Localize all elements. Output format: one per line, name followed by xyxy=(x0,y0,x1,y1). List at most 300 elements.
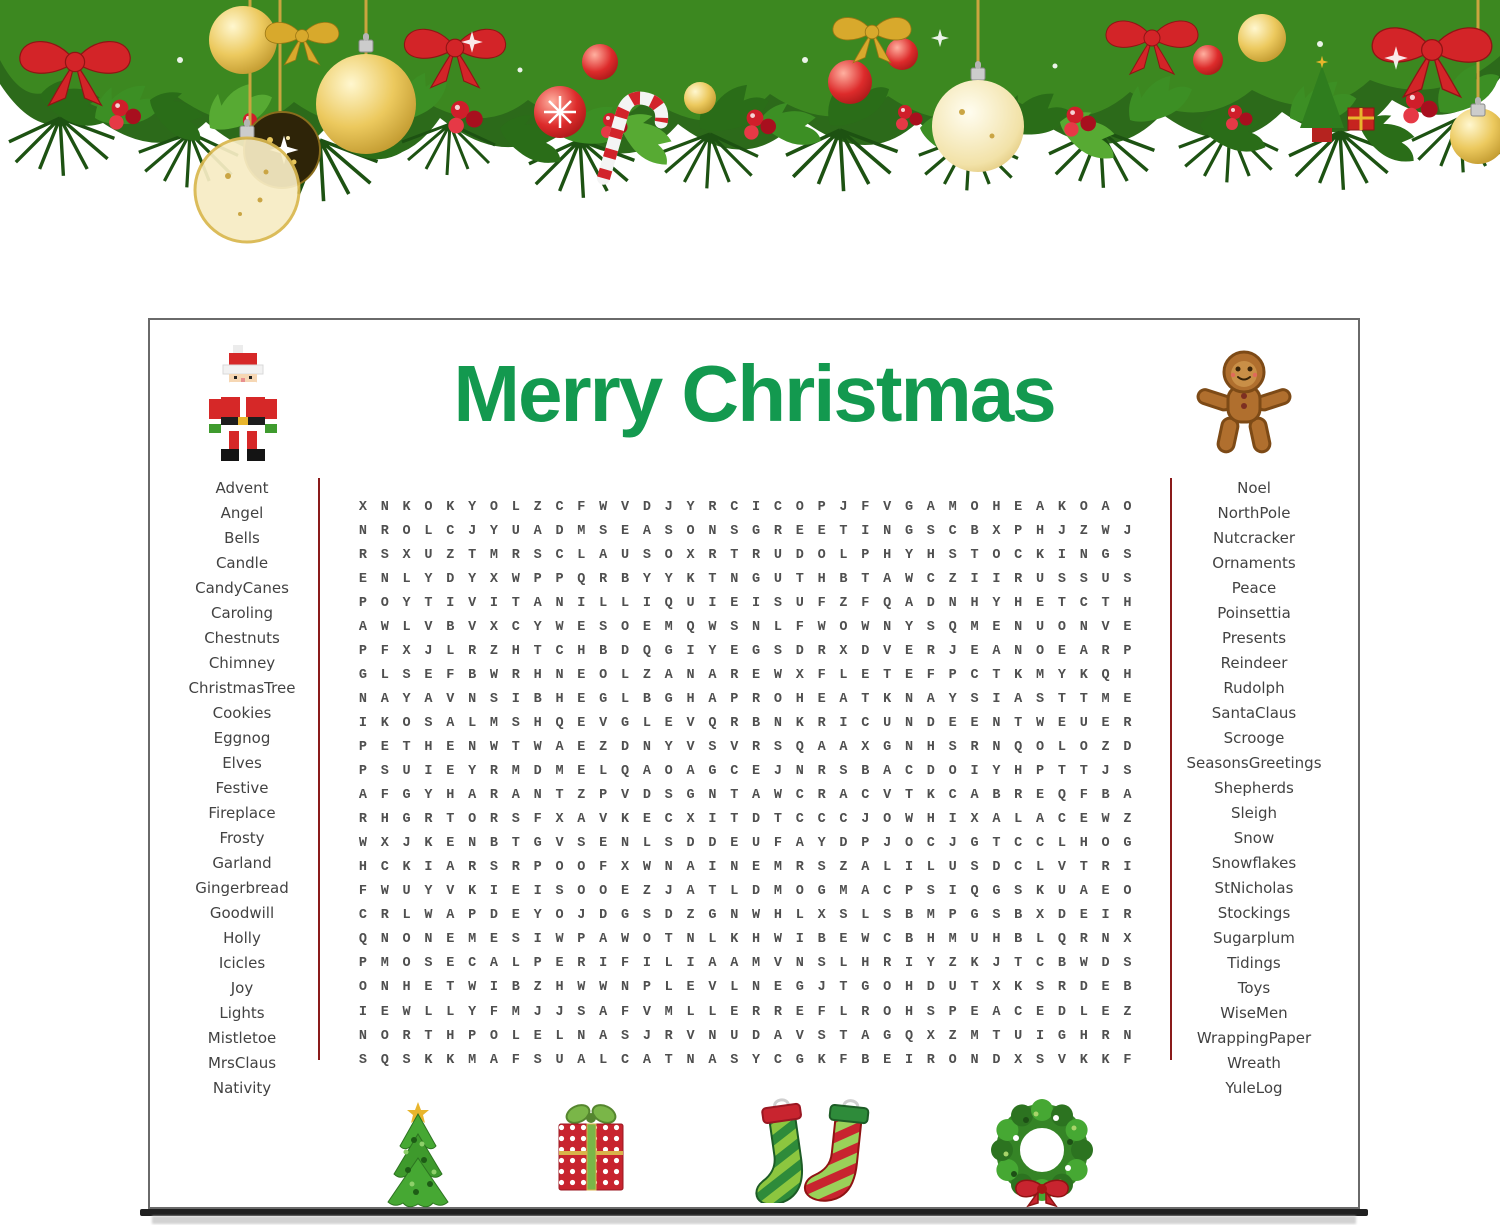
grid-letter: M xyxy=(664,619,673,635)
grid-letter: S xyxy=(620,1028,630,1044)
grid-letter: E xyxy=(446,739,455,755)
grid-letter: C xyxy=(948,523,957,539)
grid-letter: R xyxy=(752,691,761,707)
grid-letter: A xyxy=(577,812,586,828)
grid-letter: E xyxy=(446,836,455,852)
grid-letter: K xyxy=(1014,980,1023,996)
grid-letter: C xyxy=(773,499,782,515)
grid-letter: S xyxy=(533,1052,542,1068)
grid-letter: X xyxy=(817,908,826,924)
grid-letter: Q xyxy=(577,571,586,587)
grid-letter: O xyxy=(577,884,586,900)
grid-letter: Y xyxy=(926,956,935,972)
grid-letter: E xyxy=(577,764,586,780)
grid-letter: T xyxy=(839,1028,848,1044)
grid-letter: P xyxy=(1014,523,1023,539)
grid-letter: N xyxy=(380,980,389,996)
grid-letter: V xyxy=(686,715,695,731)
grid-letter: Q xyxy=(904,1028,914,1044)
grid-letter: D xyxy=(1101,956,1110,972)
grid-letter: A xyxy=(1014,691,1023,707)
grid-letter: Y xyxy=(904,619,914,635)
grid-letter: P xyxy=(948,908,957,924)
grid-letter: U xyxy=(1014,1028,1023,1044)
grid-letter: T xyxy=(468,547,477,563)
grid-letter: D xyxy=(599,908,608,924)
grid-letter: N xyxy=(424,932,433,948)
grid-letter: E xyxy=(970,715,979,731)
grid-letter: S xyxy=(642,547,651,563)
grid-letter: I xyxy=(948,884,957,900)
grid-letter: A xyxy=(992,1004,1001,1020)
grid-letter: K xyxy=(1036,547,1045,563)
grid-letter: G xyxy=(883,1028,892,1044)
grid-letter: A xyxy=(380,691,389,707)
grid-letter: R xyxy=(752,1004,761,1020)
grid-letter: S xyxy=(948,547,957,563)
grid-letter: O xyxy=(948,764,957,780)
grid-letter: Q xyxy=(380,1052,389,1068)
grid-letter: G xyxy=(620,908,630,924)
grid-letter: A xyxy=(839,739,848,755)
grid-letter: V xyxy=(620,499,630,515)
grid-letter: S xyxy=(664,523,673,539)
grid-letter: L xyxy=(446,1004,455,1020)
grid-letter: V xyxy=(883,499,892,515)
grid-letter: C xyxy=(1036,956,1045,972)
grid-letter: A xyxy=(424,691,433,707)
grid-letter: S xyxy=(730,523,739,539)
grid-letter: T xyxy=(511,836,520,852)
grid-letter: O xyxy=(489,499,499,515)
grid-letter: I xyxy=(708,595,717,611)
grid-letter: L xyxy=(926,860,935,876)
grid-letter: T xyxy=(1057,691,1066,707)
grid-letter: Z xyxy=(1079,523,1088,539)
grid-letter: D xyxy=(926,595,935,611)
grid-letter: M xyxy=(489,715,499,731)
grid-letter: W xyxy=(533,739,542,755)
grid-letter: E xyxy=(380,1004,389,1020)
grid-letter: Y xyxy=(424,884,433,900)
grid-letter: U xyxy=(686,595,695,611)
grid-letter: S xyxy=(708,739,717,755)
grid-letter: F xyxy=(380,788,389,804)
grid-letter: W xyxy=(424,908,433,924)
grid-letter: I xyxy=(533,932,542,948)
grid-letter: E xyxy=(577,739,586,755)
grid-letter: A xyxy=(708,1052,717,1068)
grid-letter: P xyxy=(358,764,367,780)
grid-letter: P xyxy=(1036,764,1045,780)
grid-letter: G xyxy=(752,523,761,539)
grid-letter: G xyxy=(992,884,1001,900)
grid-letter: T xyxy=(708,884,717,900)
grid-letter: K xyxy=(1101,1052,1110,1068)
word-list-item: Fireplace xyxy=(208,804,276,822)
grid-letter: D xyxy=(1123,739,1132,755)
grid-letter: N xyxy=(948,595,957,611)
grid-letter: R xyxy=(1014,788,1023,804)
grid-letter: Y xyxy=(424,571,433,587)
grid-letter: E xyxy=(817,691,826,707)
grid-letter: R xyxy=(664,1028,673,1044)
grid-letter: L xyxy=(620,595,630,611)
grid-letter: G xyxy=(883,739,892,755)
grid-letter: O xyxy=(1036,643,1045,659)
grid-letter: L xyxy=(577,547,586,563)
grid-letter: Y xyxy=(992,764,1001,780)
grid-letter: S xyxy=(970,691,979,707)
grid-letter: Y xyxy=(708,643,717,659)
grid-letter: E xyxy=(446,932,455,948)
grid-letter: F xyxy=(926,667,935,683)
grid-letter: I xyxy=(970,571,979,587)
grid-letter: O xyxy=(620,619,630,635)
grid-letter: N xyxy=(752,980,761,996)
stockings-icon xyxy=(738,1098,878,1203)
grid-letter: W xyxy=(773,667,782,683)
grid-letter: G xyxy=(664,691,673,707)
grid-letter: L xyxy=(380,667,389,683)
grid-letter: S xyxy=(1036,980,1045,996)
word-list-item: CandyCanes xyxy=(195,579,289,597)
grid-letter: M xyxy=(1101,691,1110,707)
grid-letter: S xyxy=(1123,956,1132,972)
grid-letter: Y xyxy=(489,523,499,539)
grid-letter: H xyxy=(1014,764,1023,780)
grid-letter: Z xyxy=(1123,812,1132,828)
grid-letter: Q xyxy=(1057,788,1066,804)
right-divider-line xyxy=(1170,478,1172,1060)
grid-letter: X xyxy=(926,1028,935,1044)
word-list-item: Sleigh xyxy=(1230,804,1278,822)
grid-letter: T xyxy=(1057,595,1066,611)
grid-letter: V xyxy=(468,595,477,611)
grid-letter: E xyxy=(1079,908,1088,924)
page-title: Merry Christmas xyxy=(453,349,1055,438)
grid-letter: S xyxy=(511,932,520,948)
word-list-item: NorthPole xyxy=(1217,504,1291,522)
grid-letter: I xyxy=(424,860,433,876)
grid-letter: I xyxy=(1123,860,1132,876)
grid-letter: E xyxy=(1101,884,1110,900)
grid-letter: C xyxy=(883,884,892,900)
grid-letter: O xyxy=(904,836,914,852)
grid-letter: B xyxy=(861,764,870,780)
word-list-item: Lights xyxy=(219,1004,265,1022)
left-word-list xyxy=(157,476,327,1101)
grid-letter: O xyxy=(1079,499,1088,515)
grid-letter: F xyxy=(861,595,870,611)
grid-letter: D xyxy=(795,547,804,563)
grid-letter: R xyxy=(970,739,979,755)
grid-letter: Q xyxy=(1057,932,1066,948)
word-list-item: Joy xyxy=(230,979,254,997)
word-list-item: Wreath xyxy=(1227,1054,1281,1072)
word-list-item: Shepherds xyxy=(1214,779,1294,797)
grid-letter: T xyxy=(970,547,979,563)
grid-letter: D xyxy=(992,1052,1001,1068)
grid-letter: B xyxy=(468,667,477,683)
grid-letter: U xyxy=(1101,571,1110,587)
grid-letter: L xyxy=(664,980,673,996)
grid-letter: E xyxy=(577,667,586,683)
grid-letter: P xyxy=(555,571,564,587)
grid-letter: T xyxy=(1079,691,1088,707)
grid-letter: A xyxy=(489,956,499,972)
grid-letter: N xyxy=(708,788,717,804)
grid-letter: H xyxy=(402,980,411,996)
grid-letter: I xyxy=(839,715,848,731)
grid-letter: L xyxy=(1057,836,1066,852)
grid-letter: Z xyxy=(533,499,542,515)
grid-letter: O xyxy=(358,980,367,996)
word-list-item: Snow xyxy=(1233,829,1275,847)
grid-letter: S xyxy=(380,547,389,563)
grid-letter: R xyxy=(577,956,586,972)
grid-letter: E xyxy=(730,836,739,852)
grid-letter: S xyxy=(992,908,1001,924)
grid-letter: D xyxy=(446,571,455,587)
grid-letter: A xyxy=(773,1028,782,1044)
grid-letter: N xyxy=(380,571,389,587)
grid-letter: R xyxy=(380,523,389,539)
grid-letter: L xyxy=(446,643,455,659)
grid-letter: N xyxy=(1014,643,1023,659)
grid-letter: X xyxy=(992,980,1001,996)
word-list-item: Scrooge xyxy=(1223,729,1285,747)
grid-letter: L xyxy=(1036,860,1045,876)
grid-letter: T xyxy=(664,932,673,948)
grid-letter: D xyxy=(752,884,761,900)
grid-letter: D xyxy=(839,836,848,852)
grid-letter: V xyxy=(446,884,455,900)
grid-letter: L xyxy=(642,836,651,852)
grid-letter: S xyxy=(664,836,673,852)
grid-letter: K xyxy=(380,715,389,731)
grid-letter: Y xyxy=(664,739,673,755)
grid-letter: T xyxy=(402,739,411,755)
grid-letter: T xyxy=(424,1028,433,1044)
grid-letter: H xyxy=(773,908,782,924)
grid-letter: H xyxy=(817,571,826,587)
grid-letter: B xyxy=(1123,980,1132,996)
grid-letter: J xyxy=(839,499,848,515)
grid-letter: A xyxy=(446,908,455,924)
grid-letter: C xyxy=(861,788,870,804)
grid-letter: I xyxy=(708,860,717,876)
grid-letter: O xyxy=(468,812,477,828)
word-list-item: Gingerbread xyxy=(195,879,289,897)
grid-letter: C xyxy=(555,643,564,659)
grid-letter: K xyxy=(926,788,935,804)
grid-letter: D xyxy=(642,788,651,804)
grid-letter: S xyxy=(1057,571,1066,587)
grid-letter: M xyxy=(664,1004,673,1020)
word-list-item: Icicles xyxy=(218,954,266,972)
grid-letter: R xyxy=(730,667,739,683)
grid-letter: S xyxy=(817,1028,826,1044)
grid-letter: R xyxy=(752,547,761,563)
grid-letter: M xyxy=(970,619,979,635)
grid-letter: L xyxy=(773,619,782,635)
grid-letter: H xyxy=(446,788,455,804)
grid-letter: I xyxy=(752,499,761,515)
gift-box-icon xyxy=(545,1100,637,1196)
grid-letter: W xyxy=(904,571,914,587)
grid-letter: X xyxy=(1123,932,1132,948)
grid-letter: U xyxy=(948,860,957,876)
grid-letter: E xyxy=(970,643,979,659)
grid-letter: M xyxy=(839,884,848,900)
grid-letter: U xyxy=(795,595,804,611)
grid-letter: S xyxy=(773,643,782,659)
word-search-card xyxy=(148,318,1360,1209)
grid-letter: A xyxy=(599,1028,608,1044)
grid-letter: A xyxy=(839,691,848,707)
grid-letter: W xyxy=(773,932,782,948)
word-list-item: Nutcracker xyxy=(1212,529,1295,547)
grid-letter: V xyxy=(642,1004,651,1020)
grid-letter: D xyxy=(1079,980,1088,996)
grid-letter: M xyxy=(948,499,957,515)
grid-letter: U xyxy=(424,547,433,563)
grid-letter: H xyxy=(1014,595,1023,611)
grid-letter: K xyxy=(620,812,630,828)
grid-letter: M xyxy=(489,547,499,563)
grid-letter: V xyxy=(883,643,892,659)
grid-letter: Z xyxy=(686,908,695,924)
grid-letter: L xyxy=(599,764,608,780)
grid-letter: N xyxy=(708,1028,717,1044)
word-list-item: SantaClaus xyxy=(1211,704,1297,722)
grid-letter: E xyxy=(1057,643,1066,659)
grid-letter: O xyxy=(664,547,673,563)
grid-letter: A xyxy=(577,1052,586,1068)
grid-letter: U xyxy=(730,1028,739,1044)
grid-letter: B xyxy=(839,571,848,587)
grid-letter: N xyxy=(1014,619,1023,635)
right-word-list xyxy=(1169,476,1339,1101)
grid-letter: Y xyxy=(424,788,433,804)
grid-letter: M xyxy=(380,956,389,972)
grid-letter: Q xyxy=(620,764,630,780)
grid-letter: D xyxy=(708,836,717,852)
grid-letter: X xyxy=(992,523,1001,539)
grid-letter: K xyxy=(446,1052,455,1068)
grid-letter: E xyxy=(446,764,455,780)
grid-letter: L xyxy=(402,619,411,635)
grid-letter: F xyxy=(817,595,826,611)
grid-letter: U xyxy=(1036,619,1045,635)
grid-letter: R xyxy=(1123,715,1132,731)
word-list-item: MrsClaus xyxy=(207,1054,277,1072)
grid-letter: P xyxy=(599,788,608,804)
grid-letter: O xyxy=(992,547,1001,563)
grid-letter: L xyxy=(730,884,739,900)
grid-letter: J xyxy=(861,812,870,828)
grid-letter: C xyxy=(468,956,477,972)
word-list-item: Eggnog xyxy=(213,729,271,747)
grid-letter: E xyxy=(1123,691,1132,707)
grid-letter: A xyxy=(861,1028,870,1044)
grid-letter: A xyxy=(1079,643,1088,659)
grid-letter: X xyxy=(402,643,411,659)
grid-letter: A xyxy=(599,547,608,563)
grid-letter: R xyxy=(1057,980,1066,996)
grid-letter: J xyxy=(1123,523,1132,539)
word-list-item: Chimney xyxy=(208,654,276,672)
grid-letter: O xyxy=(795,884,804,900)
grid-letter: S xyxy=(402,1052,411,1068)
christmas-tree-icon xyxy=(378,1100,458,1210)
grid-letter: G xyxy=(533,836,542,852)
grid-letter: R xyxy=(424,812,433,828)
grid-letter: I xyxy=(577,595,586,611)
grid-letter: P xyxy=(358,595,367,611)
grid-letter: A xyxy=(642,523,651,539)
grid-letter: L xyxy=(599,1052,608,1068)
grid-letter: K xyxy=(402,499,411,515)
grid-letter: H xyxy=(926,932,935,948)
word-list-item: WrappingPaper xyxy=(1196,1029,1312,1047)
grid-letter: U xyxy=(970,932,979,948)
grid-letter: E xyxy=(752,764,761,780)
grid-letter: Y xyxy=(468,764,477,780)
grid-letter: X xyxy=(686,812,695,828)
grid-letter: O xyxy=(402,715,411,731)
grid-letter: C xyxy=(446,523,455,539)
grid-letter: N xyxy=(773,715,782,731)
grid-letter: R xyxy=(380,908,389,924)
grid-letter: F xyxy=(577,499,586,515)
grid-letter: F xyxy=(358,884,367,900)
grid-letter: H xyxy=(926,547,935,563)
grid-letter: I xyxy=(686,956,695,972)
grid-letter: R xyxy=(773,1004,782,1020)
grid-letter: T xyxy=(970,980,979,996)
grid-letter: R xyxy=(358,812,367,828)
grid-letter: D xyxy=(533,764,542,780)
grid-letter: I xyxy=(795,932,804,948)
grid-letter: W xyxy=(642,860,651,876)
grid-letter: T xyxy=(730,788,739,804)
grid-letter: S xyxy=(555,884,564,900)
grid-letter: N xyxy=(620,980,630,996)
grid-letter: P xyxy=(358,739,367,755)
grid-letter: S xyxy=(533,547,542,563)
grid-letter: T xyxy=(1014,715,1023,731)
grid-letter: L xyxy=(795,908,804,924)
grid-letter: E xyxy=(1123,619,1132,635)
grid-letter: D xyxy=(1057,908,1066,924)
grid-letter: W xyxy=(1036,715,1045,731)
grid-letter: A xyxy=(358,788,367,804)
grid-letter: E xyxy=(948,715,957,731)
grid-letter: N xyxy=(358,523,367,539)
grid-letter: X xyxy=(402,547,411,563)
grid-letter: H xyxy=(992,932,1001,948)
grid-letter: L xyxy=(664,956,673,972)
grid-letter: K xyxy=(1079,667,1088,683)
grid-letter: E xyxy=(730,643,739,659)
grid-letter: A xyxy=(926,499,935,515)
grid-letter: L xyxy=(1014,812,1023,828)
grid-letter: E xyxy=(620,884,630,900)
grid-letter: N xyxy=(1123,1028,1132,1044)
grid-letter: U xyxy=(1036,571,1045,587)
